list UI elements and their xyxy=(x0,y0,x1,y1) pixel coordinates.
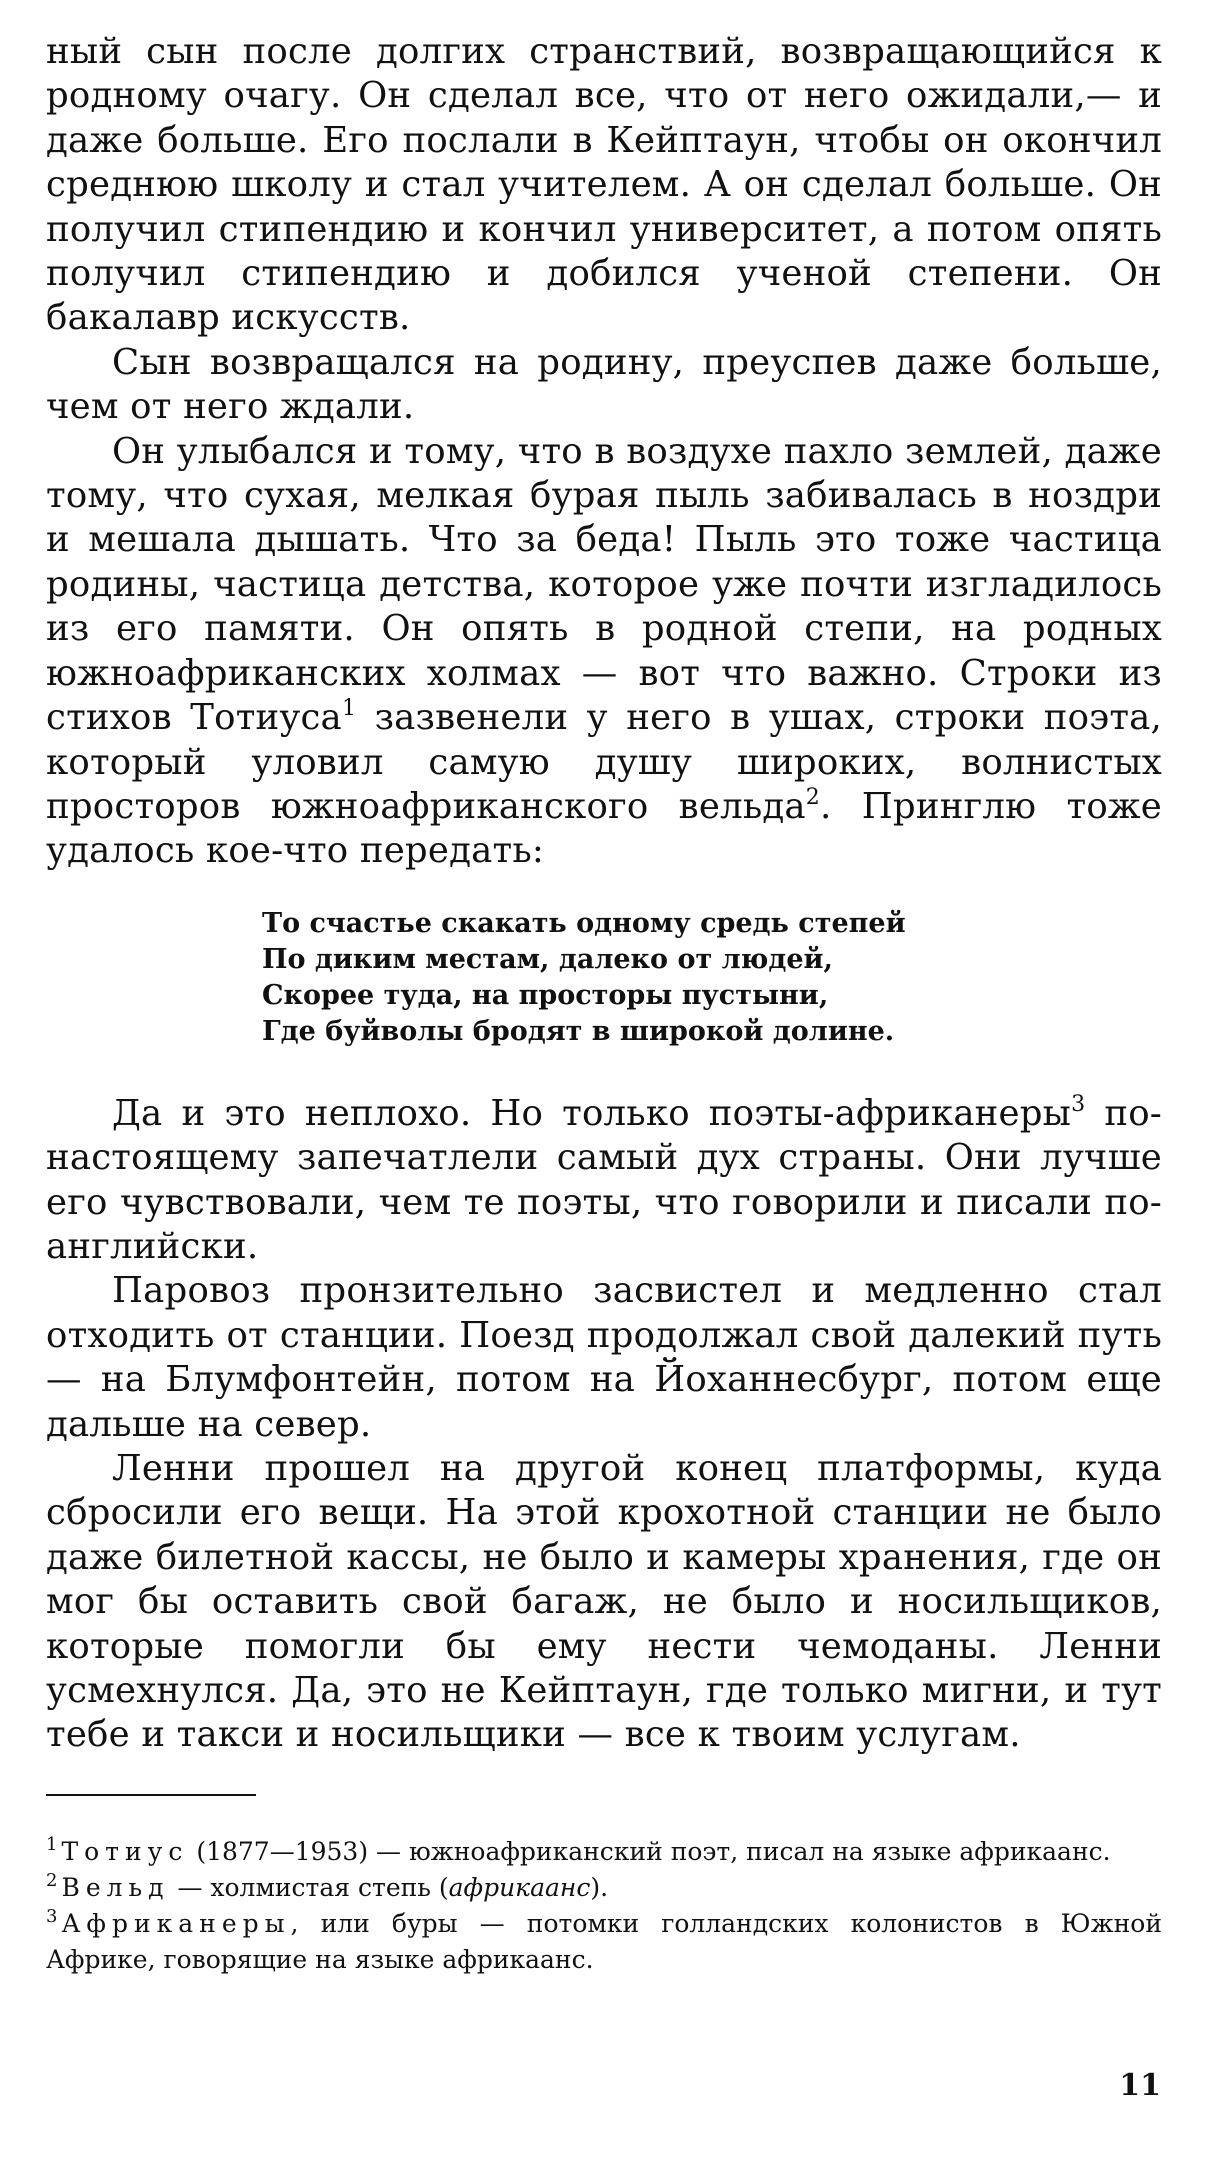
footnote-term: Тотиус xyxy=(61,1836,189,1866)
footnote-2 xyxy=(46,1870,1162,1906)
footnote-divider xyxy=(46,1794,256,1796)
footnote-mark: 1 xyxy=(46,1833,58,1855)
footnote-text: — холмистая степь ( xyxy=(169,1872,449,1902)
footnote-ref-1: 1 xyxy=(341,696,357,722)
paragraph-6: Ленни прошел на другой конец платформы, куда сбросили его вещи. На этой крохотной станции не было даже билетной кассы, не было и камеры хранения, где он мог бы оставить свой багаж, не было и носильщиков, которые помогли бы ему нести чемоданы. Ленни усмехнулся. Да, это не Кейптаун, где только мигни, и тут тебе и такси и носильщики — все к твоим услугам. xyxy=(46,1447,1162,1756)
poem-line: То счастье скакать одному средь степей xyxy=(262,907,906,939)
paragraph-4 xyxy=(46,1092,1162,1270)
footnote-3 xyxy=(46,1906,1162,1978)
footnote-ref-3: 3 xyxy=(1071,1091,1086,1117)
poem-line: Скорее туда, на просторы пустыни, xyxy=(262,979,829,1011)
paragraph-5: Паровоз пронзительно засвистел и медленно стал отходить от станции. Поезд продолжал свой далекий путь — на Блумфонтейн, потом на Йоханнесбург, потом еще дальше на север. xyxy=(46,1270,1162,1445)
footnote-text: (1877—1953) — южноафриканский поэт, писал на языке африкаанс. xyxy=(188,1836,1111,1866)
footnote-1 xyxy=(46,1834,1162,1870)
footnote-ref-2: 2 xyxy=(805,784,820,810)
footnote-mark: 2 xyxy=(46,1869,58,1891)
paragraph-4-part-a: Да и это неплохо. Но только поэты-африканеры xyxy=(112,1092,1072,1134)
poem-line: По диким местам, далеко от людей, xyxy=(262,943,833,975)
paragraph-3-part-b: зазвенели у него в ушах, строки поэта, который уловил самую душу широких, волнистых просторов южноафриканского вельда xyxy=(46,697,1163,827)
page-number: 11 xyxy=(1119,2068,1161,2103)
footnote-term: Африканеры xyxy=(61,1908,291,1938)
paragraph-3-part-a: Он улыбался и тому, что в воздухе пахло землей, даже тому, что сухая, мелкая бурая пыль забивалась в ноздри и мешала дышать. Что за беда! Пыль это тоже частица родины, частица детства, которое уже почти изгладилось из его памяти. Он опять в родной степи, на родных южноафриканских холмах — вот что важно. Строки из стихов Тотиуса xyxy=(46,430,1162,739)
poem-quote xyxy=(262,906,1162,1050)
footnote-tail: ). xyxy=(590,1872,609,1902)
poem-line: Где буйволы бродят в широкой долине. xyxy=(262,1015,895,1047)
footnote-mark: 3 xyxy=(46,1905,58,1927)
footnote-text: , или буры — потомки голландских колонистов в Южной Африке, говорящие на языке африкаанс. xyxy=(46,1908,1162,1974)
paragraph-4-part-b: по-настоящему запечатлели самый дух страны. Они лучше его чувствовали, чем те поэты, что говорили и писали по-английски. xyxy=(46,1092,1162,1267)
page-content xyxy=(46,30,1162,1978)
footnote-term: Вельд xyxy=(61,1872,170,1902)
paragraph-3 xyxy=(46,430,1162,874)
paragraph-2: Сын возвращался на родину, преуспев даже больше, чем от него ждали. xyxy=(46,341,1162,428)
paragraph-3-part-c: . Принглю тоже удалось кое-что передать: xyxy=(46,785,1162,872)
paragraph-1: ный сын после долгих странствий, возвращающийся к родному очагу. Он сделал все, что от него ожидали,— и даже больше. Его послали в Кейптаун, чтобы он окончил среднюю школу и стал учителем. А он сделал больше. Он получил стипендию и кончил университет, а потом опять получил стипендию и добился ученой степени. Он бакалавр искусств. xyxy=(46,31,1162,339)
footnote-italic: африкаанс xyxy=(448,1872,591,1902)
